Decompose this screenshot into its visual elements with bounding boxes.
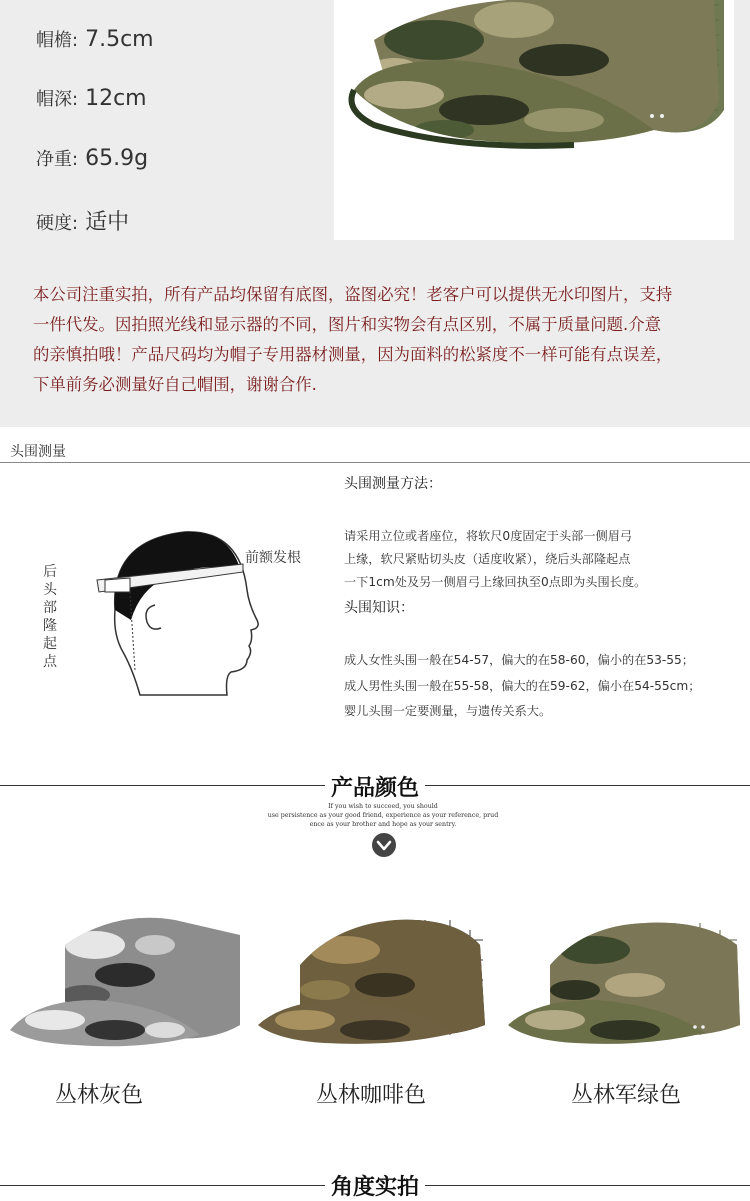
- notice-line: 本公司注重实拍，所有产品均保留有底图，盗图必究！老客户可以提供无水印图片，支持: [33, 285, 673, 304]
- spec-label: 帽檐:: [36, 30, 79, 51]
- chevron-down-icon: [372, 833, 396, 857]
- section-title-text: 角度实拍: [325, 1175, 425, 1200]
- quote-line: ence as your brother and hope as your sentry.: [309, 821, 457, 828]
- method-line: 一下1cm处及另一侧眉弓上缘回执至0点即为头围长度。: [344, 575, 647, 589]
- knowledge-text: [344, 648, 744, 725]
- head-measure-diagram: [35, 520, 325, 705]
- colors-section-title: [0, 771, 750, 802]
- camo-cap-image: [334, 0, 734, 240]
- quote-line: use persistence as your good friend, experience as your reference, prud: [267, 812, 499, 819]
- spec-value: 适中: [85, 210, 130, 235]
- back-label-char: 起: [43, 636, 57, 652]
- angle-photos-section-title: [0, 1170, 750, 1201]
- method-line: 请采用立位或者座位，将软尺0度固定于头部一侧眉弓: [344, 529, 633, 543]
- knowledge-line: 婴儿头围一定要测量，与遗传关系大。: [344, 704, 552, 718]
- spec-depth: [36, 85, 147, 111]
- color-label-grey: 丛林灰色: [55, 1083, 144, 1108]
- cap-product-photo: [334, 0, 734, 240]
- spec-section: [0, 0, 750, 427]
- spec-value: 12cm: [85, 86, 147, 111]
- head-measure-tab: 头围测量: [10, 444, 66, 460]
- knowledge-line: 成人男性头围一般在55-58，偏大的在59-62，偏小在54-55cm；: [344, 678, 701, 693]
- divider: [0, 462, 750, 463]
- back-label-char: 隆: [43, 618, 57, 634]
- back-label-char: 头: [43, 582, 57, 598]
- cap-army-green-camo-image: [505, 905, 745, 1055]
- spec-label: 帽深:: [36, 89, 79, 110]
- front-label: 前额发根: [245, 550, 301, 566]
- notice-line: 下单前务必测量好自己帽围，谢谢合作.: [33, 375, 317, 394]
- spec-weight: [36, 145, 148, 171]
- back-label-char: 点: [43, 654, 57, 670]
- section-title-text: 产品颜色: [325, 776, 425, 801]
- method-title: 头围测量方法：: [344, 476, 442, 492]
- spec-brim: [36, 26, 154, 52]
- knowledge-line: 成人女性头围一般在54-57，偏大的在58-60，偏小的在53-55；: [344, 653, 694, 667]
- spec-label: 硬度:: [36, 213, 79, 234]
- notice-line: 一件代发。因拍照光线和显示器的不同，图片和实物会有点区别，不属于质量问题.介意: [33, 315, 662, 334]
- spec-value: 7.5cm: [85, 27, 154, 52]
- spec-value: 65.9g: [85, 146, 149, 171]
- method-text: [344, 525, 724, 594]
- spec-label: 净重:: [36, 149, 79, 170]
- cap-grey-camo-image: [5, 905, 245, 1055]
- notice-text: [33, 280, 739, 400]
- quote-line: If you wish to succeed, you should: [328, 803, 438, 810]
- method-line: 上缘，软尺紧贴切头皮（适度收紧），绕后头部隆起点: [344, 552, 631, 566]
- back-label-char: 部: [43, 600, 57, 616]
- color-label-coffee: 丛林咖啡色: [316, 1083, 427, 1108]
- cap-coffee-camo-image: [255, 905, 495, 1055]
- spec-hardness: [36, 205, 129, 236]
- color-label-green: 丛林军绿色: [571, 1083, 682, 1108]
- english-quote: [260, 802, 506, 829]
- knowledge-title: 头围知识：: [344, 600, 414, 616]
- notice-line: 的亲慎拍哦！产品尺码均为帽子专用器材测量，因为面料的松紧度不一样可能有点误差，: [33, 345, 673, 364]
- back-label-char: 后: [43, 564, 57, 580]
